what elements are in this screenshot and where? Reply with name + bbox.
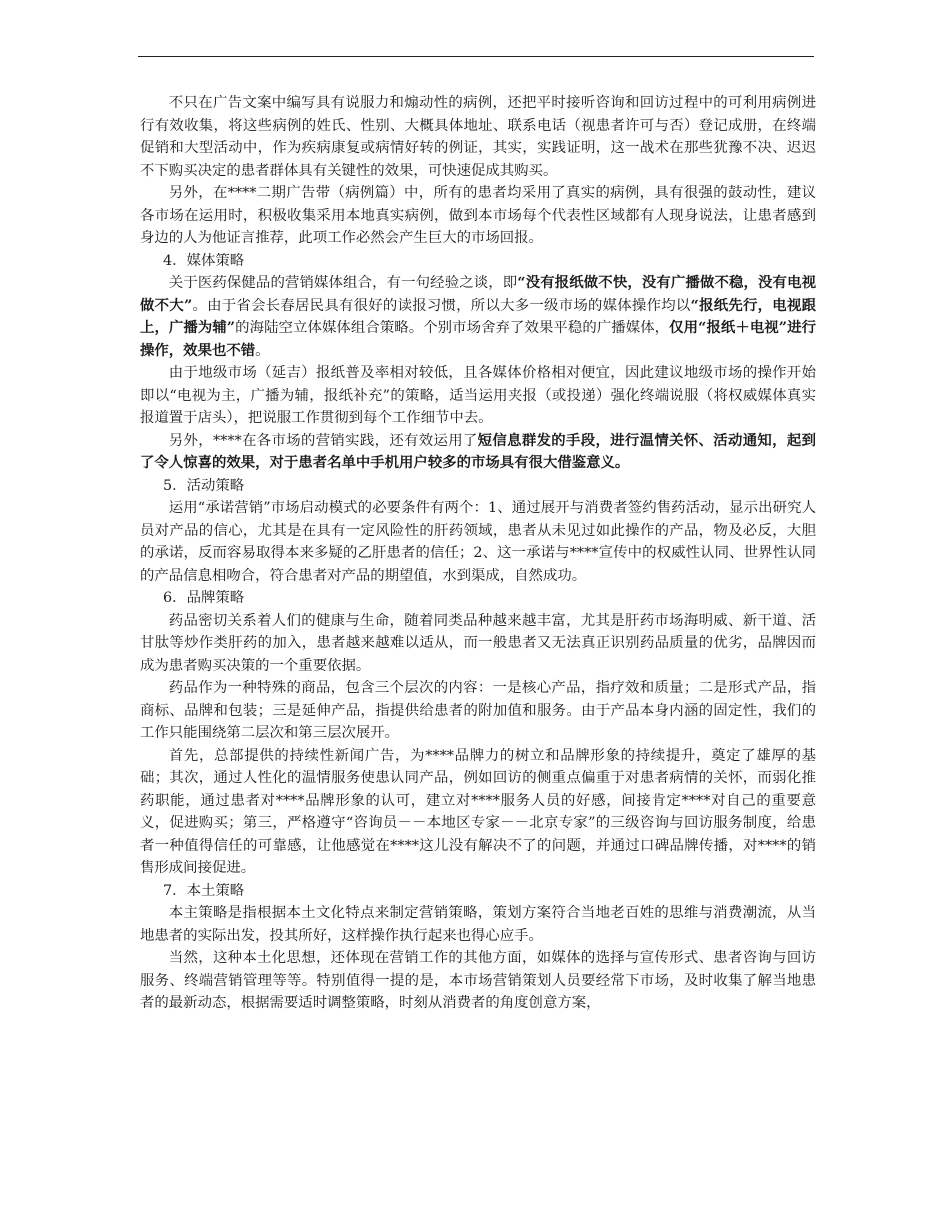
paragraph: 不只在广告文案中编写具有说服力和煽动性的病例，还把平时接听咨询和回访过程中的可利用病例进行有效收集，将这些病例的姓氏、性别、大概具体地址、联系电话（视患者许可与否）登记成册，在终端促销和大型活动中，作为疾病康复或病情好转的例证，其实，实践证明，这一战术在那些犹豫不决、迟迟不下购买决定的患者群体具有关键性的效果，可快速促成其购买。 xyxy=(140,95,816,179)
bold-text: “没有报纸做不快，没有广播做不稳，没有电视做不大” xyxy=(140,274,816,314)
paragraph: 首先，总部提供的持续性新闻广告，为****品牌力的树立和品牌形象的持续提升，奠定了雄厚的基础；其次，通过人性化的温情服务使患认同产品，例如回访的侧重点偏重于对患者病情的关怀，而弱化推药职能，通过患者对****品牌形象的认可，建立对****服务人员的好感，间接肯定****对自己的重要意义，促进购买；第三，严格遵守“咨询员－－本地区专家－－北京专家”的三级咨询与回访服务制度，给患者一种值得信任的可靠感，让他感觉在****这儿没有解决不了的问题，并通过口碑品牌传播，对****的销售形成间接促进。 xyxy=(140,747,816,876)
section-heading: 6．品牌策略 xyxy=(163,590,245,606)
bold-text: “报纸先行，电视跟上，广播为辅” xyxy=(140,296,816,336)
paragraph: 当然，这种本土化思想，还体现在营销工作的其他方面，如媒体的选择与宣传形式、患者咨询与回访服务、终端营销管理等等。特别值得一提的是，本市场营销策划人员要经常下市场，及时收集了解当地患者的最新动态，根据需要适时调整策略，时刻从消费者的角度创意方案， xyxy=(140,950,816,1011)
section-heading: 7．本土策略 xyxy=(163,882,245,899)
paragraph: 本主策略是指根据本土文化特点来制定营销策略，策划方案符合当地老百姓的思维与消费潮流，从当地患者的实际出发，投其所好，这样操作执行起来也得心应手。 xyxy=(140,905,816,944)
paragraph: 药品作为一种特殊的商品，包含三个层次的内容：一是核心产品，指疗效和质量；二是形式产品，指商标、品牌和包装；三是延伸产品，指提供给患者的附加值和服务。由于产品本身内涵的固定性，我们的工作只能围绕第二层次和第三层次展开。 xyxy=(140,680,816,741)
header-rule xyxy=(138,56,814,57)
text-run: 的海陆空立体媒体组合策略。个别市场舍弃了效果平稳的广播媒体， xyxy=(235,320,670,336)
paragraph: 另外，在****二期广告带（病例篇）中，所有的患者均采用了真实的病例，具有很强的鼓动性，建议各市场在运用时，积极收集采用本地真实病例，做到本市场每个代表性区域都有人现身说法，让患者感到身边的人为他证言推荐，此项工作必然会产生巨大的市场回报。 xyxy=(140,185,816,246)
section-heading: 4．媒体策略 xyxy=(163,252,245,269)
bold-text: 仅用“报纸＋电视”进行操作，效果也不错 xyxy=(140,319,816,359)
bold-text: 短信息群发的手段，进行温情关怀、活动通知，起到了令人惊喜的效果，对于患者名单中手机用户较多的市场具有很大借鉴意义。 xyxy=(140,431,816,471)
section-heading: 5．活动策略 xyxy=(163,477,245,494)
paragraph xyxy=(140,430,816,475)
document-body xyxy=(140,92,816,1015)
text-run: 另外，****在各市场的营销实践，还有效运用了 xyxy=(168,432,478,449)
paragraph xyxy=(140,272,816,362)
text-run: 。 xyxy=(255,342,270,359)
paragraph: 由于地级市场（延吉）报纸普及率相对较低，且各媒体价格相对便宜，因此建议地级市场的操作开始即以“电视为主，广播为辅，报纸补充”的策略，适当运用夹报（或投递）强化终端说服（将权威媒体真实报道置于店头），把说服工作贯彻到每个工作细节中去。 xyxy=(140,365,816,426)
text-run: 。由于省会长春居民具有很好的读报习惯，所以大多一级市场的媒体操作均以 xyxy=(192,297,691,314)
paragraph: 药品密切关系着人们的健康与生命，随着同类品种越来越丰富，尤其是肝药市场海明威、新干道、活甘肽等炒作类肝药的加入，患者越来越难以适从，而一般患者又无法真正识别药品质量的优劣，品牌因而成为患者购买决策的一个重要依据。 xyxy=(140,612,816,674)
paragraph: 运用“承诺营销”市场启动模式的必要条件有两个：1、通过展开与消费者签约售药活动，显示出研究人员对产品的信心，尤其是在具有一定风险性的肝药领域，患者从未见过如此操作的产品，物及必反，大胆的承诺，反而容易取得本来多疑的乙肝患者的信任；2、这一承诺与****宣传中的权威性认同、世界性认同的产品信息相吻合，符合患者对产品的期望值，水到渠成，自然成功。 xyxy=(140,500,816,584)
text-run: 关于医药保健品的营销媒体组合，有一句经验之谈，即 xyxy=(168,275,518,291)
